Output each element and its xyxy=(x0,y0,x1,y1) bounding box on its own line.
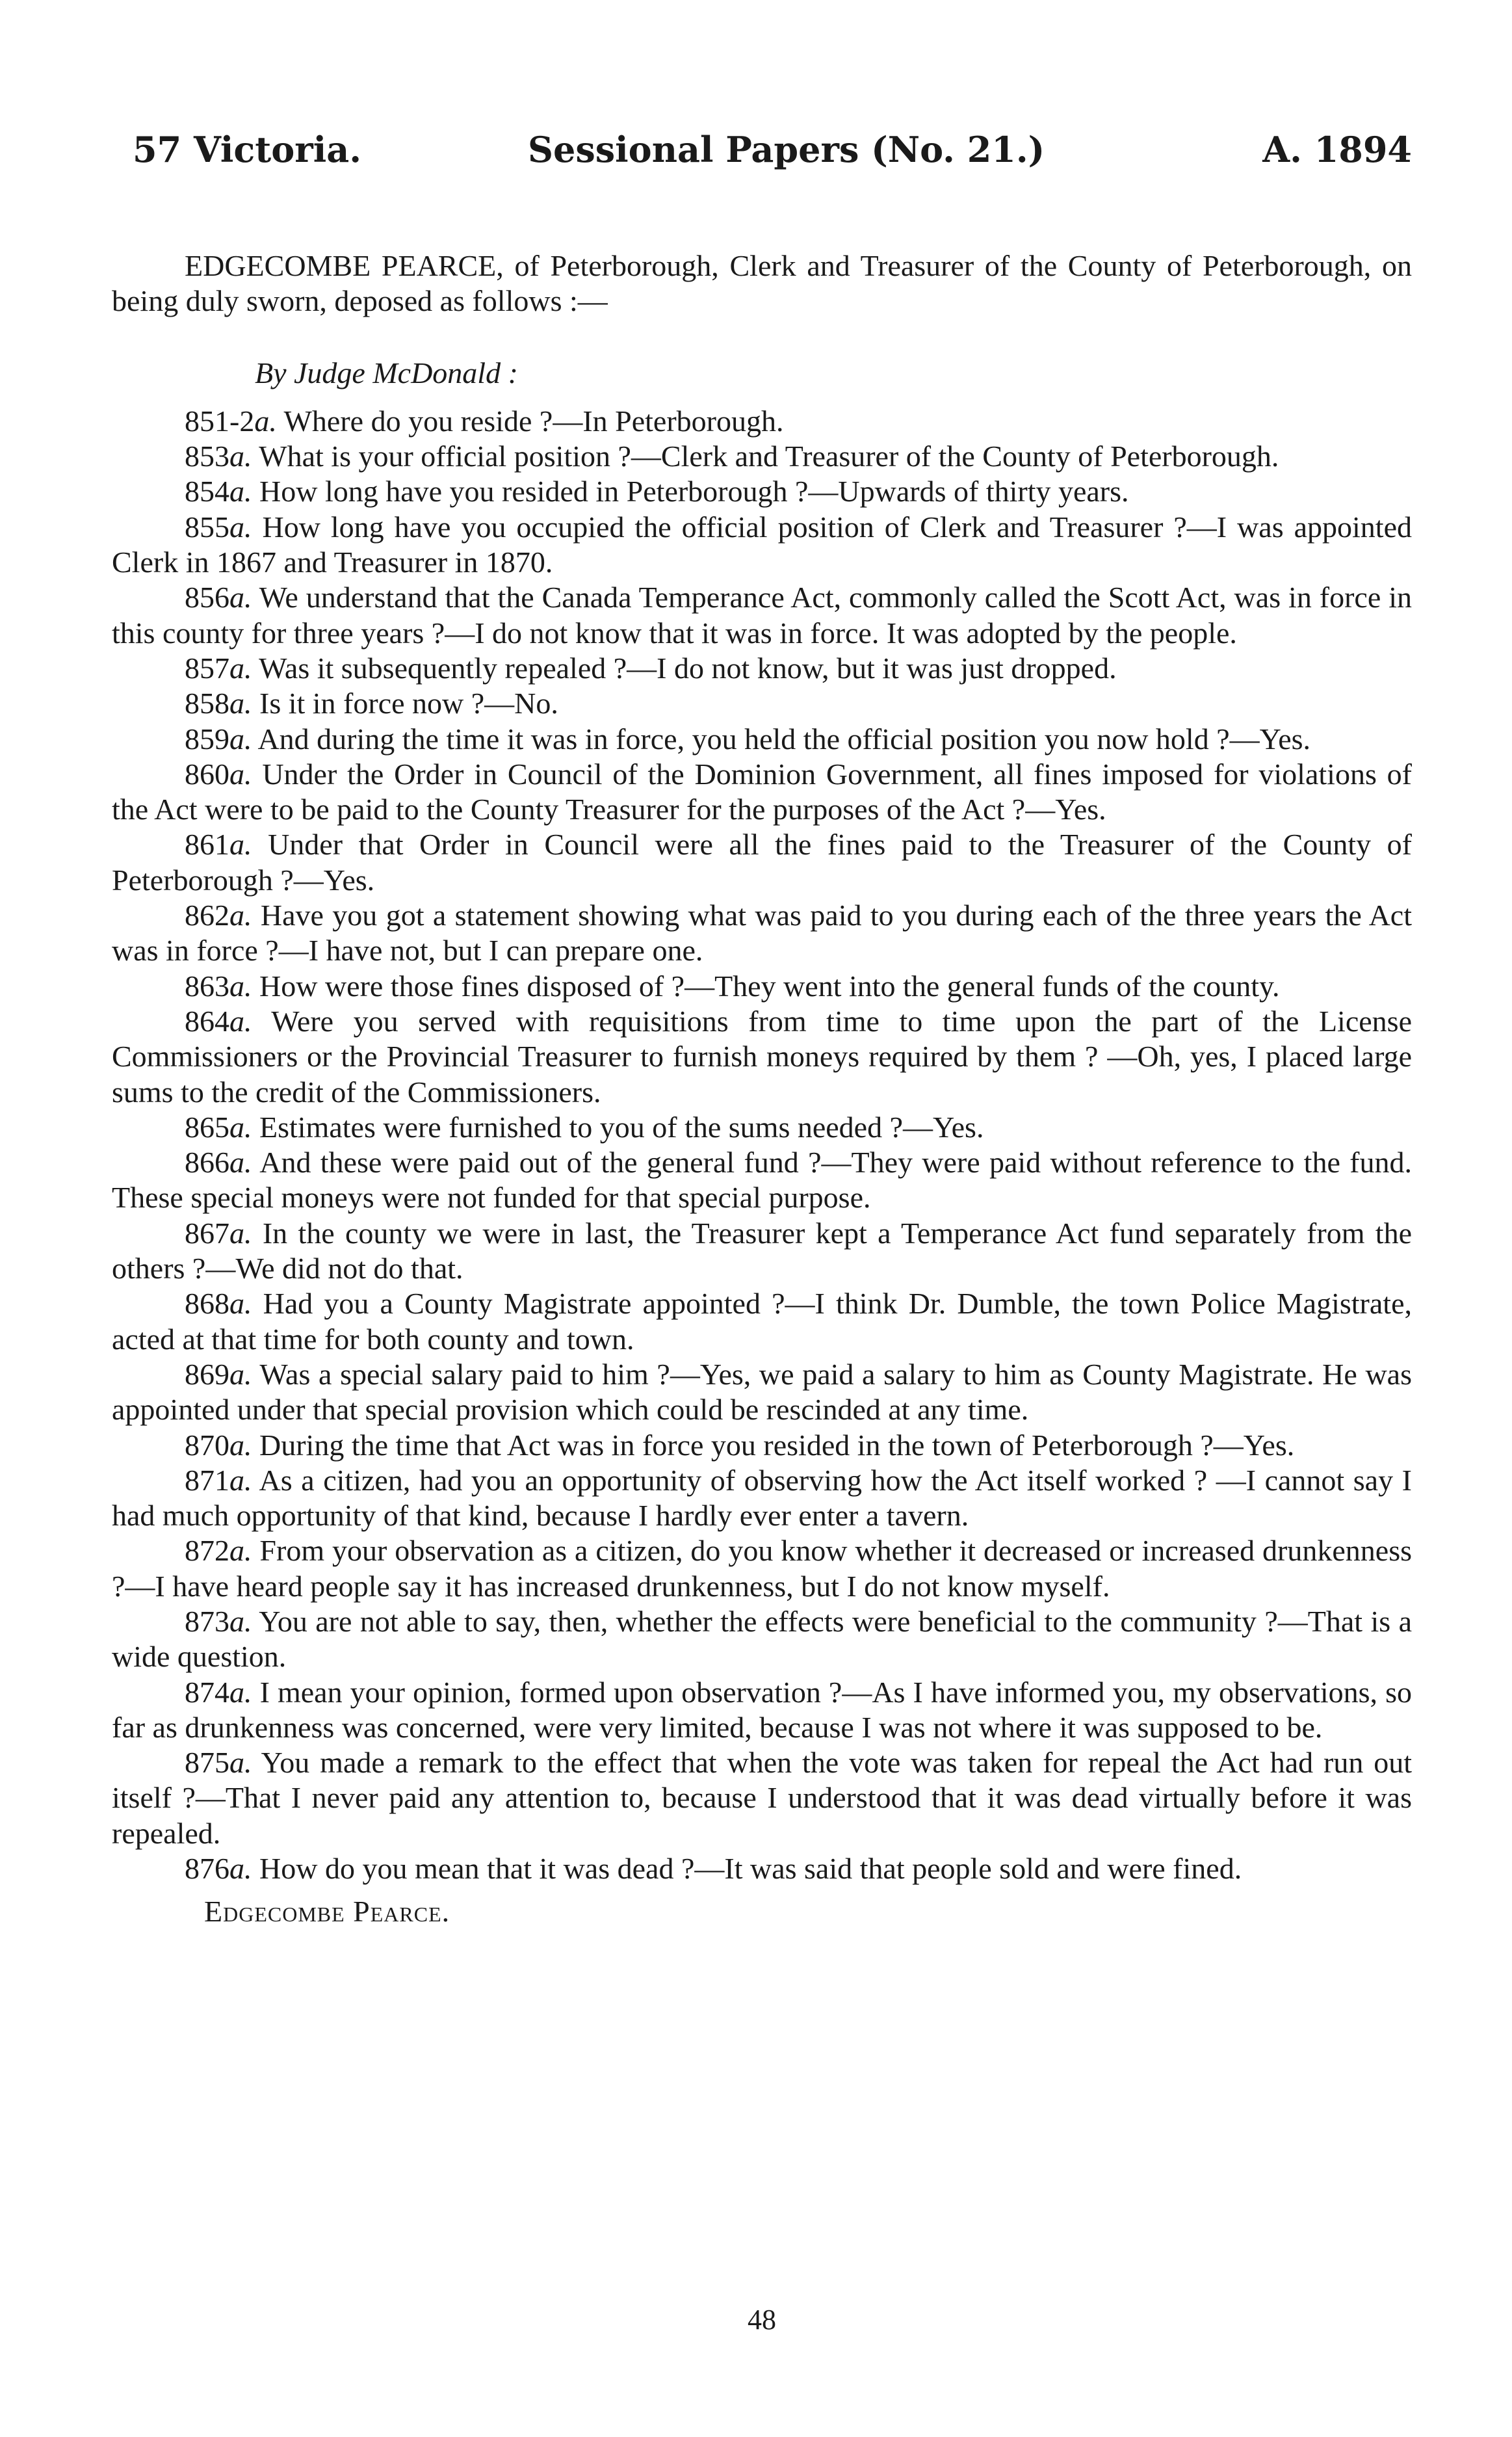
question-answer-text: Under that Order in Council were all the fines paid to the Treasurer of the County of Peterborough ?—Yes. xyxy=(112,828,1412,897)
question-answer-text: Under the Order in Council of the Dominion Government, all fines imposed for violations of the Act were to be paid to the County Treasurer for the purposes of the Act ?—Yes. xyxy=(112,757,1412,826)
question-answer-text: We understand that the Canada Temperance Act, commonly called the Scott Act, was in force in this county for three years ?—I do not know that it was in force. It was adopted by the people. xyxy=(112,581,1412,650)
testimony-item xyxy=(112,827,1412,898)
question-suffix: a. xyxy=(229,1746,252,1780)
question-answer-text: Where do you reside ?—In Peterborough. xyxy=(276,404,784,438)
testimony-item xyxy=(112,1004,1412,1110)
question-number: 863 xyxy=(185,969,229,1003)
question-answer-text: Have you got a statement showing what was paid to you during each of the three years the Act was in force ?—I have not, but I can prepare one. xyxy=(112,899,1412,968)
question-suffix: a. xyxy=(229,722,252,756)
page-header xyxy=(112,129,1412,181)
testimony-item xyxy=(112,1604,1412,1675)
question-number: 854 xyxy=(185,475,229,508)
question-number: 873 xyxy=(185,1604,229,1638)
question-number: 874 xyxy=(185,1675,229,1709)
question-suffix: a. xyxy=(229,1428,252,1462)
question-number: 853 xyxy=(185,440,229,473)
question-answer-text: Had you a County Magistrate appointed ?—I think Dr. Dumble, the town Police Magistrate, acted at that time for both county and town. xyxy=(112,1287,1412,1356)
question-suffix: a. xyxy=(229,1357,252,1391)
question-suffix: a. xyxy=(229,1463,252,1497)
question-number: 866 xyxy=(185,1146,229,1179)
header-title: Sessional Papers (No. 21.) xyxy=(528,129,1045,170)
testimony-item xyxy=(112,1745,1412,1851)
page-number: 48 xyxy=(748,2304,776,2336)
question-number: 851-2 xyxy=(185,404,255,438)
testimony-item xyxy=(112,580,1412,651)
question-suffix: a. xyxy=(254,404,277,438)
question-answer-text: Was a special salary paid to him ?—Yes, we paid a salary to him as County Magistrate. He was appointed under that special provision which could be rescinded at any time. xyxy=(112,1357,1412,1427)
testimony-item xyxy=(112,1463,1412,1534)
question-answer-text: Is it in force now ?—No. xyxy=(252,687,558,720)
question-suffix: a. xyxy=(229,510,252,544)
question-number: 872 xyxy=(185,1534,229,1568)
testimony-item xyxy=(112,1145,1412,1216)
testimony-item xyxy=(112,898,1412,969)
question-answer-text: How do you mean that it was dead ?—It was said that people sold and were fined. xyxy=(252,1852,1242,1886)
question-answer-text: In the county we were in last, the Treasurer kept a Temperance Act fund separately from the others ?—We did not do that. xyxy=(112,1216,1412,1285)
question-suffix: a. xyxy=(229,757,252,791)
question-suffix: a. xyxy=(229,687,252,720)
testimony-item xyxy=(112,969,1412,1004)
question-number: 869 xyxy=(185,1357,229,1391)
question-suffix: a. xyxy=(229,581,252,614)
question-answer-text: How were those fines disposed of ?—They went into the general funds of the county. xyxy=(252,969,1280,1003)
testimony-item xyxy=(112,1428,1412,1463)
question-suffix: a. xyxy=(229,1675,252,1709)
question-number: 870 xyxy=(185,1428,229,1462)
question-suffix: a. xyxy=(229,651,252,685)
examiner-byline: By Judge McDonald : xyxy=(255,356,518,389)
question-answer-text: Was it subsequently repealed ?—I do not know, but it was just dropped. xyxy=(252,651,1117,685)
question-suffix: a. xyxy=(229,969,252,1003)
testimony-item xyxy=(112,510,1412,581)
question-answer-text: You made a remark to the effect that when the vote was taken for repeal the Act had run out itself ?—That I never paid any attention to, because I understood that it was dead virtually before it was repealed. xyxy=(112,1746,1412,1850)
question-suffix: a. xyxy=(229,1852,252,1886)
question-suffix: a. xyxy=(229,1146,252,1179)
question-number: 868 xyxy=(185,1287,229,1321)
testimony-item xyxy=(112,757,1412,828)
question-number: 864 xyxy=(185,1004,229,1038)
testimony-list xyxy=(112,404,1412,1886)
testimony-item xyxy=(112,1357,1412,1428)
question-number: 862 xyxy=(185,899,229,932)
question-suffix: a. xyxy=(229,1216,252,1250)
testimony-item xyxy=(112,439,1412,474)
question-number: 860 xyxy=(185,757,229,791)
question-answer-text: During the time that Act was in force you resided in the town of Peterborough ?—Yes. xyxy=(252,1428,1295,1462)
question-answer-text: How long have you resided in Peterborough ?—Upwards of thirty years. xyxy=(252,475,1129,508)
question-answer-text: And during the time it was in force, you held the official position you now hold ?—Yes. xyxy=(252,722,1311,756)
question-answer-text: Estimates were furnished to you of the sums needed ?—Yes. xyxy=(252,1110,984,1144)
question-number: 856 xyxy=(185,581,229,614)
question-suffix: a. xyxy=(229,1287,252,1321)
question-number: 865 xyxy=(185,1110,229,1144)
question-suffix: a. xyxy=(229,440,252,473)
intro-paragraph: EDGECOMBE PEARCE, of Peterborough, Clerk and Treasurer of the County of Peterborough, on being duly sworn, deposed as follows :— xyxy=(112,249,1412,318)
question-suffix: a. xyxy=(229,1604,252,1638)
question-answer-text: Were you served with requisitions from time to time upon the part of the License Commissioners or the Provincial Treasurer to furnish moneys required by them ? —Oh, yes, I placed large sums to the credit of the Commissioners. xyxy=(112,1004,1412,1109)
question-suffix: a. xyxy=(229,1110,252,1144)
question-suffix: a. xyxy=(229,475,252,508)
question-answer-text: From your observation as a citizen, do you know whether it decreased or increased drunkenness ?—I have heard people say it has increased drunkenness, but I do not know myself. xyxy=(112,1534,1412,1603)
testimony-item xyxy=(112,1286,1412,1357)
question-suffix: a. xyxy=(229,828,252,862)
question-answer-text: How long have you occupied the official position of Clerk and Treasurer ?—I was appointed Clerk in 1867 and Treasurer in 1870. xyxy=(112,510,1412,579)
question-number: 859 xyxy=(185,722,229,756)
testimony-item xyxy=(112,474,1412,509)
question-number: 867 xyxy=(185,1216,229,1250)
question-answer-text: I mean your opinion, formed upon observation ?—As I have informed you, my observations, so far as drunkenness was concerned, were very limited, because I was not where it was supposed to be. xyxy=(112,1675,1412,1744)
testimony-item xyxy=(112,651,1412,686)
header-year: A. 1894 xyxy=(1262,129,1412,170)
signature: Edgecombe Pearce. xyxy=(204,1895,450,1929)
question-number: 861 xyxy=(185,828,229,862)
question-number: 857 xyxy=(185,651,229,685)
testimony-item xyxy=(112,1110,1412,1145)
question-suffix: a. xyxy=(229,1004,252,1038)
question-number: 875 xyxy=(185,1746,229,1780)
testimony-item xyxy=(112,1533,1412,1604)
question-number: 876 xyxy=(185,1852,229,1886)
question-number: 871 xyxy=(185,1463,229,1497)
testimony-item xyxy=(112,1851,1412,1886)
question-answer-text: And these were paid out of the general fund ?—They were paid without reference to the fund. These special moneys were not funded for that special purpose. xyxy=(112,1146,1412,1215)
testimony-item xyxy=(112,722,1412,757)
testimony-item xyxy=(112,404,1412,439)
header-volume: 57 Victoria. xyxy=(133,129,362,170)
question-answer-text: You are not able to say, then, whether the effects were beneficial to the community ?—That is a wide question. xyxy=(112,1604,1412,1674)
question-suffix: a. xyxy=(229,1534,252,1568)
testimony-item xyxy=(112,686,1412,721)
testimony-item xyxy=(112,1216,1412,1287)
question-answer-text: What is your official position ?—Clerk and Treasurer of the County of Peterborough. xyxy=(252,440,1279,473)
testimony-item xyxy=(112,1675,1412,1746)
question-suffix: a. xyxy=(229,899,252,932)
question-answer-text: As a citizen, had you an opportunity of observing how the Act itself worked ? —I cannot say I had much opportunity of that kind, because I hardly ever enter a tavern. xyxy=(112,1463,1412,1533)
question-number: 855 xyxy=(185,510,229,544)
document-body xyxy=(112,248,1412,1930)
question-number: 858 xyxy=(185,687,229,720)
